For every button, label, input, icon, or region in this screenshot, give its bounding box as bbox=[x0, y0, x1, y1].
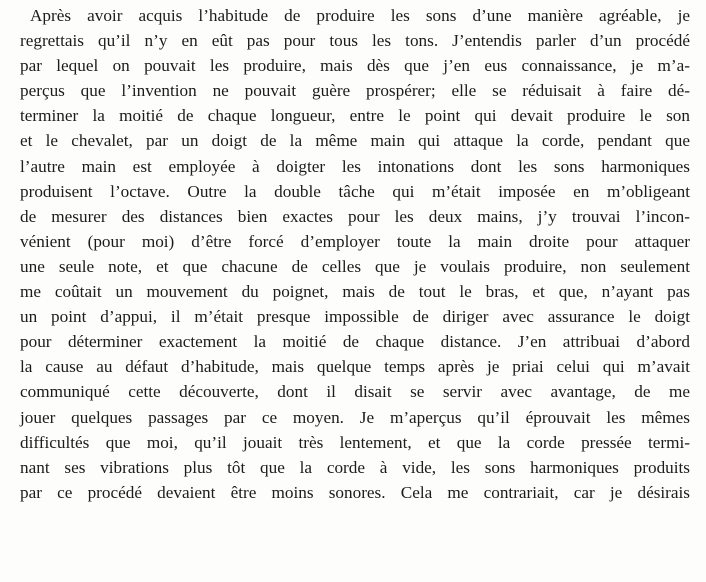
text-line: jouer quelques passages par ce moyen. Je m’aperçus qu’il éprouvait les mêmes bbox=[20, 407, 690, 427]
text-line: par ce procédé devaient être moins sonores. Cela me contrariait, car je désirais bbox=[20, 482, 690, 502]
text-line: nant ses vibrations plus tôt que la corde à vide, les sons harmoniques produits bbox=[20, 457, 690, 477]
text-line: l’autre main est employée à doigter les intonations dont les sons harmoniques bbox=[20, 156, 690, 176]
text-line: regrettais qu’il n’y en eût pas pour tous les tons. J’entendis parler d’un procédé bbox=[20, 31, 690, 51]
text-line: vénient (pour moi) d’être forcé d’employer toute la main droite pour attaquer bbox=[20, 231, 690, 251]
text-line: de mesurer des distances bien exactes pour les deux mains, j’y trouvai l’incon- bbox=[20, 206, 690, 226]
text-line: une seule note, et que chacune de celles que je voulais produire, non seulement bbox=[20, 256, 690, 276]
body-paragraph bbox=[20, 3, 690, 505]
text-line: perçus que l’invention ne pouvait guère prospérer; elle se réduisait à faire dé- bbox=[20, 81, 690, 101]
text-line: produisent l’octave. Outre la double tâche qui m’était imposée en m’obligeant bbox=[20, 181, 690, 201]
text-line: pour déterminer exactement la moitié de chaque distance. J’en attribuai d’abord bbox=[20, 332, 690, 352]
text-line: difficultés que moi, qu’il jouait très lentement, et que la corde pressée termi- bbox=[20, 432, 690, 452]
text-line: par lequel on pouvait les produire, mais dès que j’en eus connaissance, je m’a- bbox=[20, 56, 690, 76]
text-line: terminer la moitié de chaque longueur, entre le point qui devait produire le son bbox=[20, 106, 690, 126]
text-line: et le chevalet, par un doigt de la même main qui attaque la corde, pendant que bbox=[20, 131, 690, 151]
text-line: la cause au défaut d’habitude, mais quelque temps après je priai celui qui m’avait bbox=[20, 357, 690, 377]
text-line: un point d’appui, il m’était presque impossible de diriger avec assurance le doigt bbox=[20, 307, 690, 327]
text-line: me coûtait un mouvement du poignet, mais de tout le bras, et que, n’ayant pas bbox=[20, 282, 690, 302]
text-line: Après avoir acquis l’habitude de produire les sons d’une manière agréable, je bbox=[30, 6, 690, 25]
text-line: communiqué cette découverte, dont il disait se servir avec avantage, de me bbox=[20, 382, 690, 402]
